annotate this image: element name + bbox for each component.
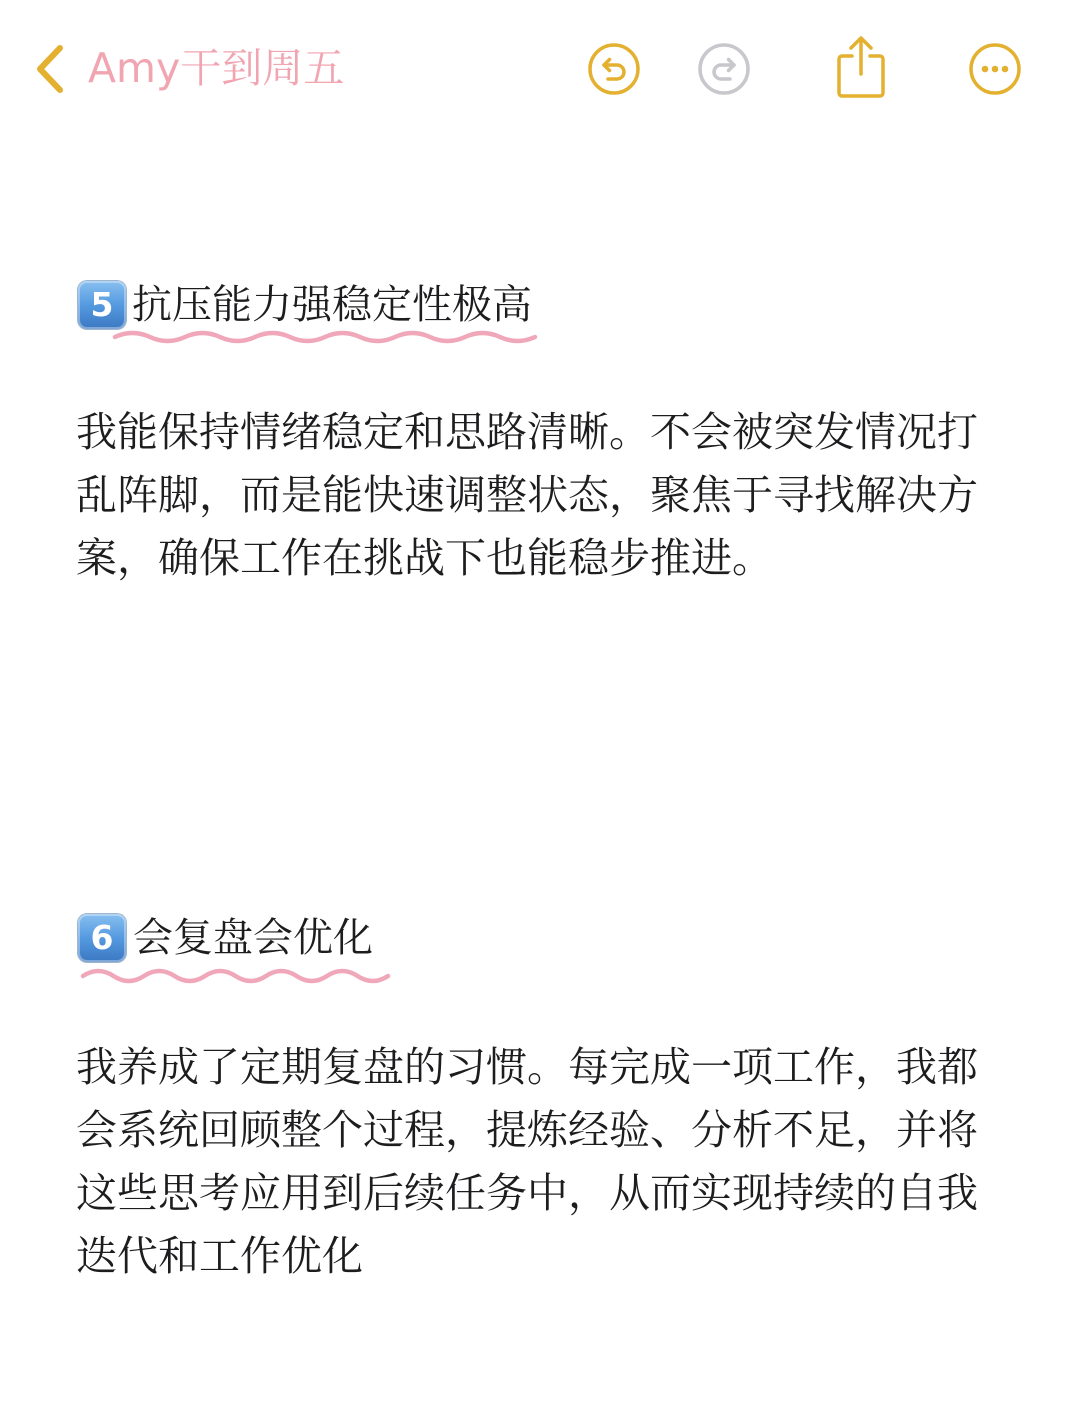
keycap-number-icon: 6 <box>78 914 126 962</box>
section-heading <box>78 281 558 329</box>
paragraph-line: 乱阵脚，而是能快速调整状态，聚焦于寻找解决方 <box>76 471 978 519</box>
share-icon <box>832 34 890 100</box>
redo-button[interactable] <box>696 41 752 97</box>
more-button[interactable] <box>967 41 1023 97</box>
wavy-underline <box>110 324 545 348</box>
paragraph-line: 迭代和工作优化 <box>76 1232 363 1280</box>
redo-icon <box>696 41 752 97</box>
undo-icon <box>586 41 642 97</box>
paragraph-line: 会系统回顾整个过程，提炼经验、分析不足，并将 <box>76 1106 978 1154</box>
paragraph-line: 这些思考应用到后续任务中，从而实现持续的自我 <box>76 1169 978 1217</box>
section-paragraph <box>76 401 1036 590</box>
back-button[interactable] <box>28 36 368 102</box>
paragraph-line: 我能保持情绪稳定和思路清晰。不会被突发情况打 <box>76 408 978 456</box>
paragraph-line: 我养成了定期复盘的习惯。每完成一项工作，我都 <box>76 1043 978 1091</box>
paragraph-line: 案，确保工作在挑战下也能稳步推进。 <box>76 534 773 582</box>
wavy-underline <box>78 962 398 990</box>
more-icon <box>967 41 1023 97</box>
section-paragraph <box>76 1036 1036 1288</box>
share-button[interactable] <box>832 34 890 100</box>
heading-text: 抗压能力强稳定性极高 <box>132 282 532 328</box>
chevron-left-icon <box>32 42 70 96</box>
undo-button[interactable] <box>586 41 642 97</box>
keycap-number-icon: 5 <box>78 281 126 329</box>
heading-text: 会复盘会优化 <box>133 915 373 961</box>
back-label: Amy干到周五 <box>88 44 345 92</box>
nav-bar <box>0 0 1080 130</box>
section-heading <box>78 914 398 962</box>
